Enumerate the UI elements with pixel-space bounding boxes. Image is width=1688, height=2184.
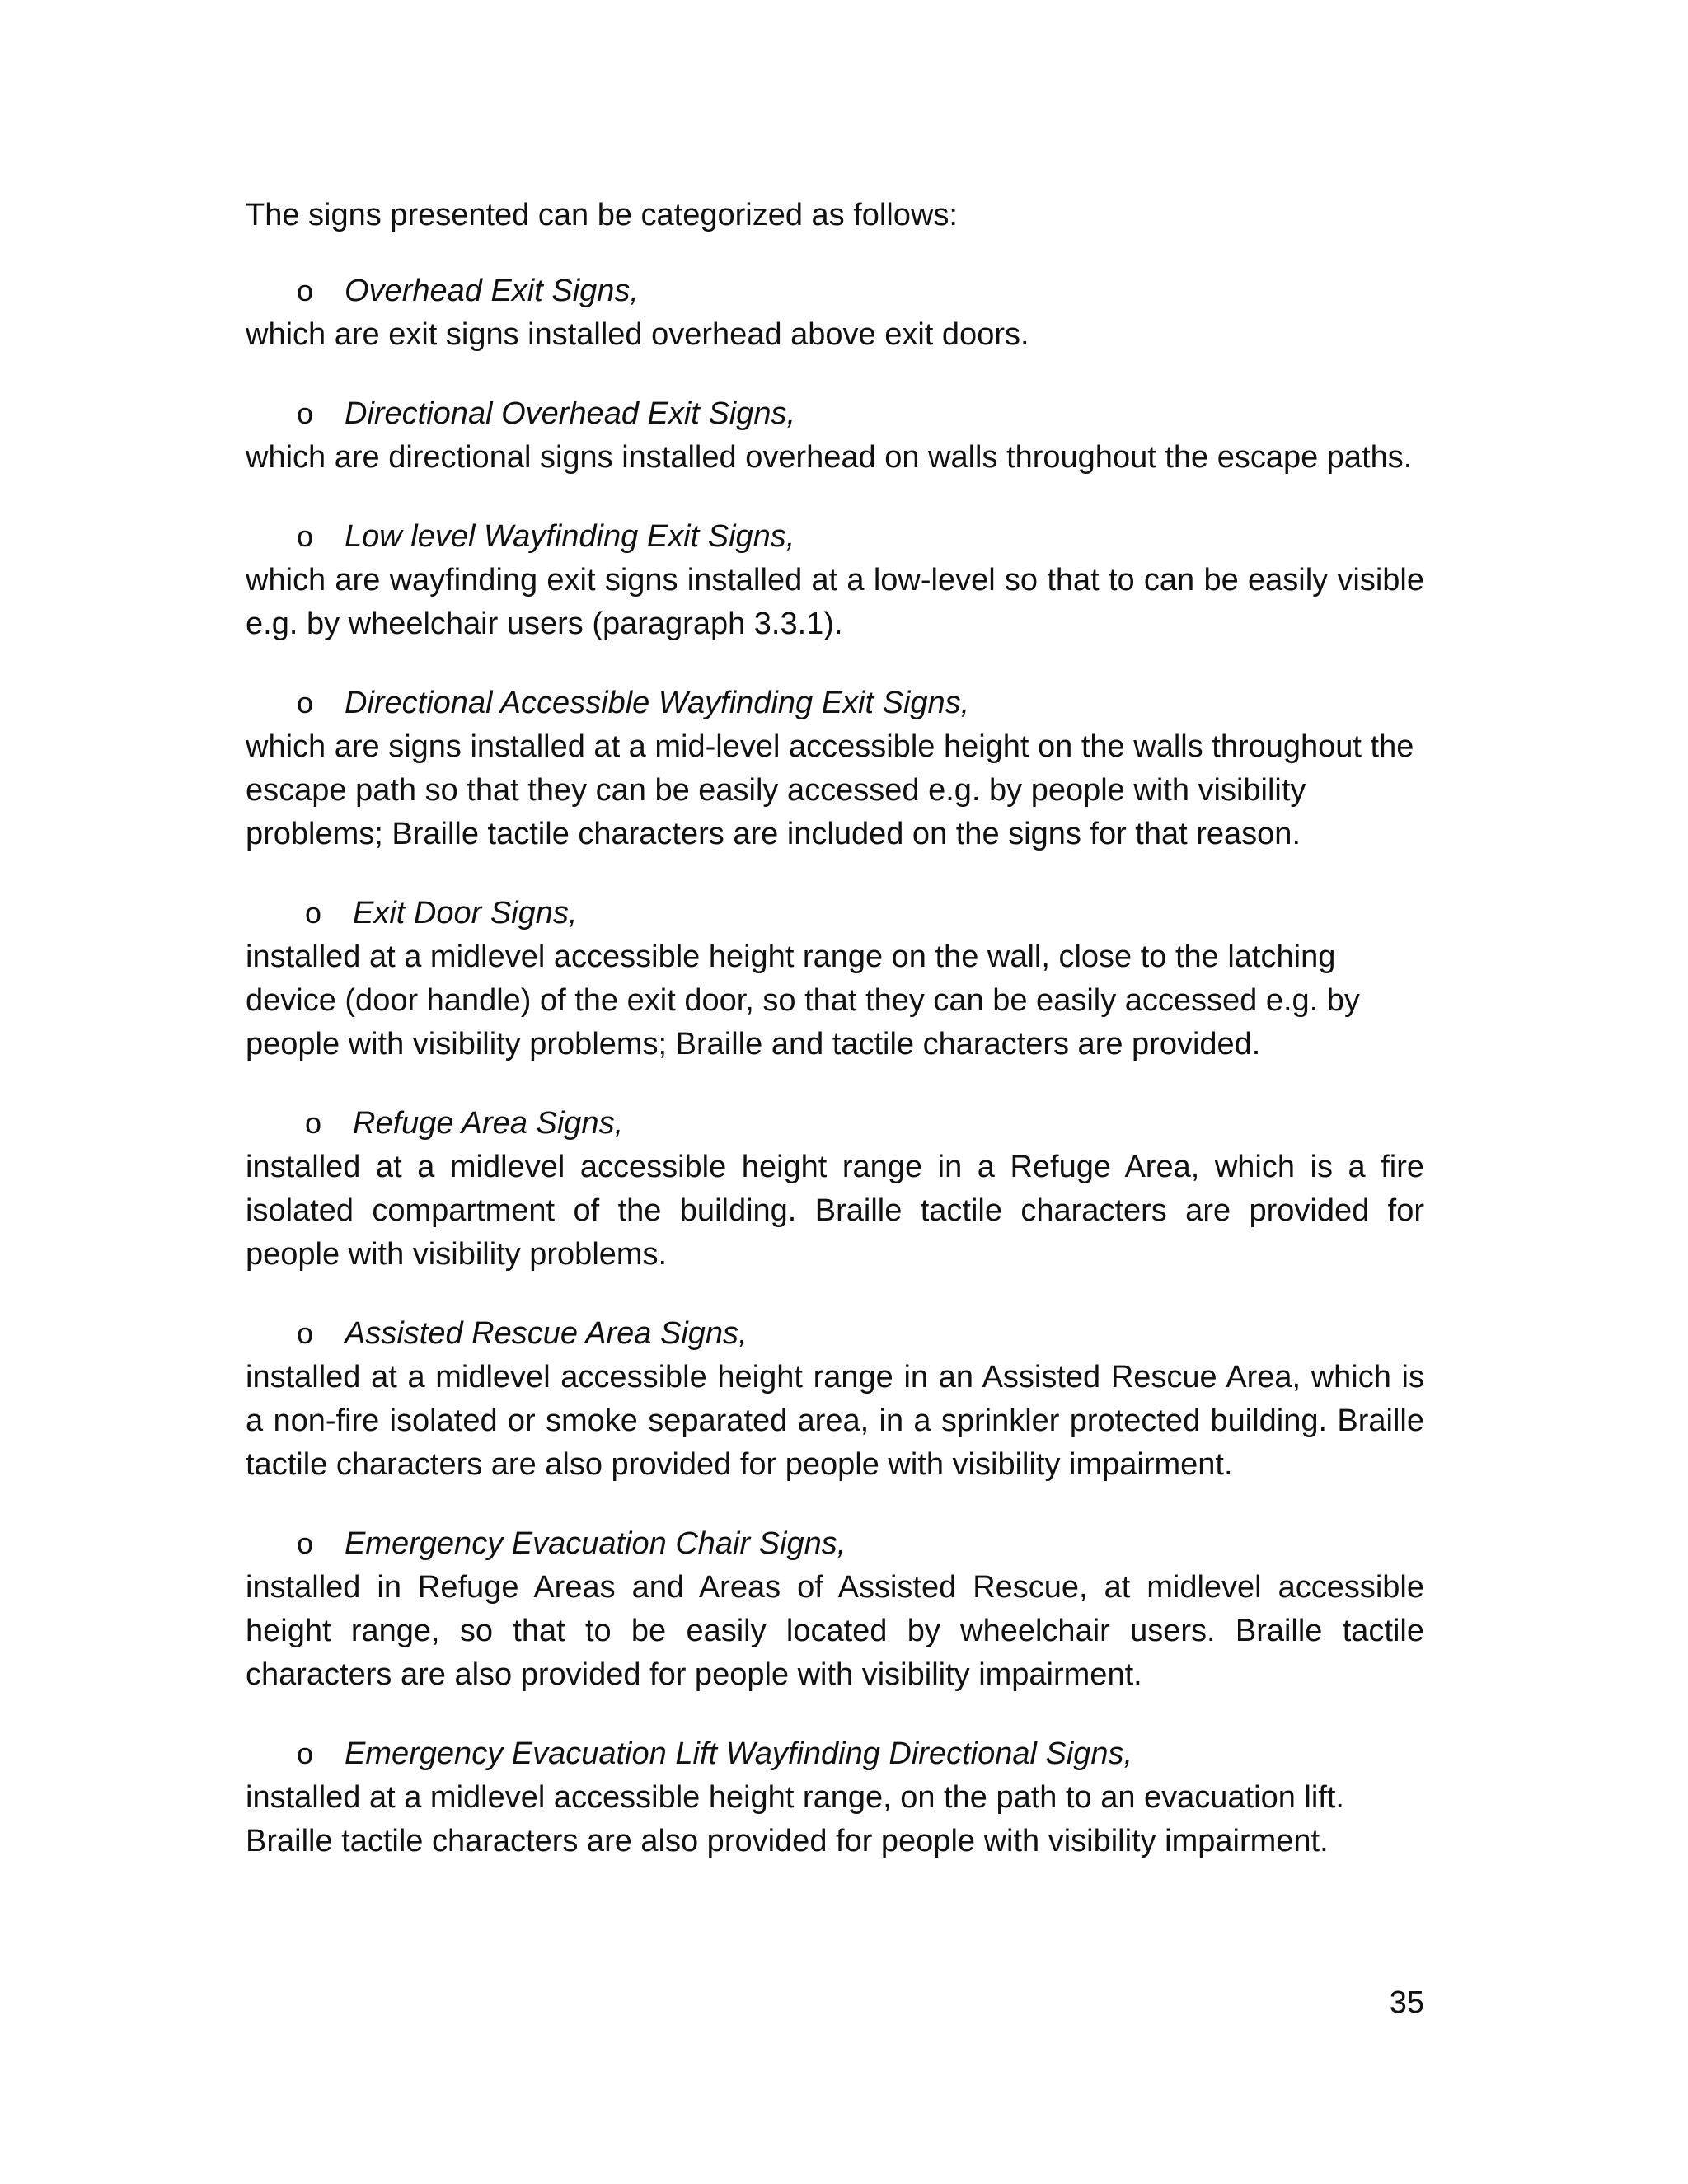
list-item <box>246 269 1424 357</box>
entry-description: installed at a midlevel accessible height range in a Refuge Area, which is a fire isolated compartment of the building. Braille tactile characters are provided for people with visibility problems. <box>246 1150 1424 1272</box>
list-item <box>246 1311 1424 1487</box>
entry-description: which are directional signs installed overhead on walls throughout the escape paths. <box>246 440 1413 475</box>
list-item <box>246 681 1424 856</box>
entry-title: Overhead Exit Signs, <box>345 274 639 308</box>
entry-title: Emergency Evacuation Lift Wayfinding Directional Signs, <box>345 1736 1133 1771</box>
entry-description: which are signs installed at a mid-level accessible height on the walls throughout the escape path so that they can be easily accessed e.g. by people with visibility problems; Braille tactile characters are included on the signs for that reason. <box>246 729 1414 851</box>
list-item <box>246 391 1424 480</box>
bullet-icon: o <box>297 274 314 307</box>
entry-heading <box>246 1311 1424 1356</box>
list-item <box>246 1521 1424 1697</box>
entry-heading <box>246 1732 1424 1776</box>
list-item <box>246 1732 1424 1863</box>
entry-title: Emergency Evacuation Chair Signs, <box>345 1526 846 1561</box>
entry-description: which are exit signs installed overhead above exit doors. <box>246 317 1029 352</box>
bullet-icon: o <box>297 686 314 719</box>
entry-heading <box>246 1101 1424 1146</box>
list-item <box>246 891 1424 1066</box>
entry-title: Assisted Rescue Area Signs, <box>345 1316 748 1351</box>
entry-description: which are wayfinding exit signs installed at a low-level so that to can be easily visible e.g. by wheelchair users (paragraph 3.3.1). <box>246 563 1424 641</box>
entry-title: Directional Overhead Exit Signs, <box>345 396 796 431</box>
entry-description: installed in Refuge Areas and Areas of Assisted Rescue, at midlevel accessible height range, so that to be easily located by wheelchair users. Braille tactile characters are also provided for people with visibility impairment. <box>246 1570 1424 1692</box>
bullet-icon: o <box>297 1526 314 1560</box>
entry-title: Exit Door Signs, <box>353 896 578 930</box>
bullet-icon: o <box>297 1736 314 1770</box>
bullet-icon: o <box>297 519 314 553</box>
entry-heading <box>246 681 1424 725</box>
bullet-icon: o <box>305 1106 322 1140</box>
entry-heading <box>246 891 1424 935</box>
entry-description: installed at a midlevel accessible height range on the wall, close to the latching device (door handle) of the exit door, so that they can be easily accessed e.g. by people with visibility problems; Braille and tactile characters are provided. <box>246 940 1360 1062</box>
entry-title: Refuge Area Signs, <box>353 1106 624 1141</box>
bullet-icon: o <box>305 896 322 930</box>
entry-description: installed at a midlevel accessible height range, on the path to an evacuation lift. Braille tactile characters are also provided for people with visibility impairment. <box>246 1780 1344 1858</box>
list-item <box>246 514 1424 646</box>
entry-heading <box>246 391 1424 436</box>
entry-description: installed at a midlevel accessible height range in an Assisted Rescue Area, which is a non-fire isolated or smoke separated area, in a sprinkler protected building. Braille tactile characters are also provided for people with visibility impairment. <box>246 1360 1424 1482</box>
list-item <box>246 1101 1424 1277</box>
bullet-icon: o <box>297 1316 314 1350</box>
entry-heading <box>246 514 1424 559</box>
entry-title: Low level Wayfinding Exit Signs, <box>345 519 795 554</box>
intro-paragraph: The signs presented can be categorized as follows: <box>246 198 958 232</box>
page-number: 35 <box>1389 1985 1424 2020</box>
text-column <box>246 194 1424 1898</box>
entry-title: Directional Accessible Wayfinding Exit Signs, <box>345 686 970 720</box>
entry-heading <box>246 269 1424 313</box>
bullet-icon: o <box>297 396 314 430</box>
entry-heading <box>246 1521 1424 1566</box>
